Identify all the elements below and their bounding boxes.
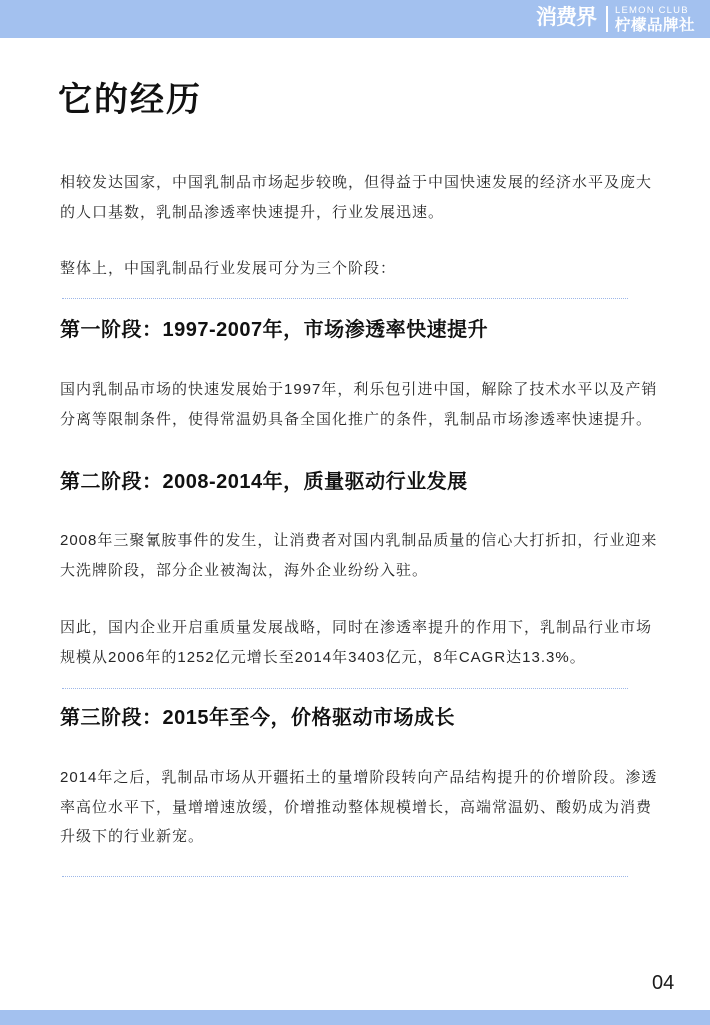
page-title: 它的经历 — [58, 81, 202, 119]
paragraph-line: 相较发达国家，中国乳制品市场起步较晚，但得益于中国快速发展的经济水平及庞大 — [60, 174, 653, 191]
page-number: 04 — [652, 972, 675, 994]
paragraph-line: 国内乳制品市场的快速发展始于1997年，利乐包引进中国，解除了技术水平以及产销 — [60, 381, 658, 398]
dotted-divider — [62, 688, 628, 689]
header-band — [0, 0, 710, 38]
paragraph-line: 因此，国内企业开启重质量发展战略，同时在渗透率提升的作用下，乳制品行业市场 — [60, 619, 653, 636]
brand-logo: 消费界 — [536, 6, 596, 29]
intro-paragraph — [60, 168, 652, 227]
paragraph-line: 升级下的行业新宠。 — [60, 828, 205, 845]
intro-paragraph — [60, 254, 396, 284]
stage-3-paragraph — [60, 763, 657, 852]
stage-1-paragraph — [60, 375, 657, 434]
paragraph-line: 2014年之后，乳制品市场从开疆拓土的量增阶段转向产品结构提升的价增阶段。渗透 — [60, 769, 658, 786]
paragraph-line: 的人口基数，乳制品渗透率快速提升，行业发展迅速。 — [60, 203, 445, 221]
paragraph-line: 率高位水平下，量增增速放缓，价增推动整体规模增长，高端常温奶、酸奶成为消费 — [60, 798, 653, 816]
dotted-divider — [62, 298, 628, 299]
paragraph-line: 规模从2006年的1252亿元增长至2014年3403亿元，8年CAGR达13.3%。 — [60, 648, 586, 666]
stage-2-heading: 第二阶段：2008-2014年，质量驱动行业发展 — [60, 471, 468, 493]
paragraph-line: 2008年三聚氰胺事件的发生，让消费者对国内乳制品质量的信心大打折扣，行业迎来 — [60, 532, 658, 549]
paragraph-line: 分离等限制条件，使得常温奶具备全国化推广的条件，乳制品市场渗透率快速提升。 — [60, 410, 653, 428]
paragraph-line: 大洗牌阶段，部分企业被淘汰，海外企业纷纷入驻。 — [60, 561, 429, 579]
stage-3-heading: 第三阶段：2015年至今，价格驱动市场成长 — [60, 707, 455, 729]
dotted-divider — [62, 876, 628, 877]
logo-divider — [606, 6, 608, 32]
stage-2-paragraph — [60, 613, 652, 672]
stage-1-heading: 第一阶段：1997-2007年，市场渗透率快速提升 — [60, 319, 489, 341]
paragraph-line: 整体上，中国乳制品行业发展可分为三个阶段： — [60, 260, 397, 277]
footer-band — [0, 1010, 710, 1025]
brand-name-chinese: 柠檬品牌社 — [615, 17, 696, 34]
stage-2-paragraph — [60, 526, 657, 585]
brand-name-english: LEMON CLUB — [615, 5, 689, 16]
